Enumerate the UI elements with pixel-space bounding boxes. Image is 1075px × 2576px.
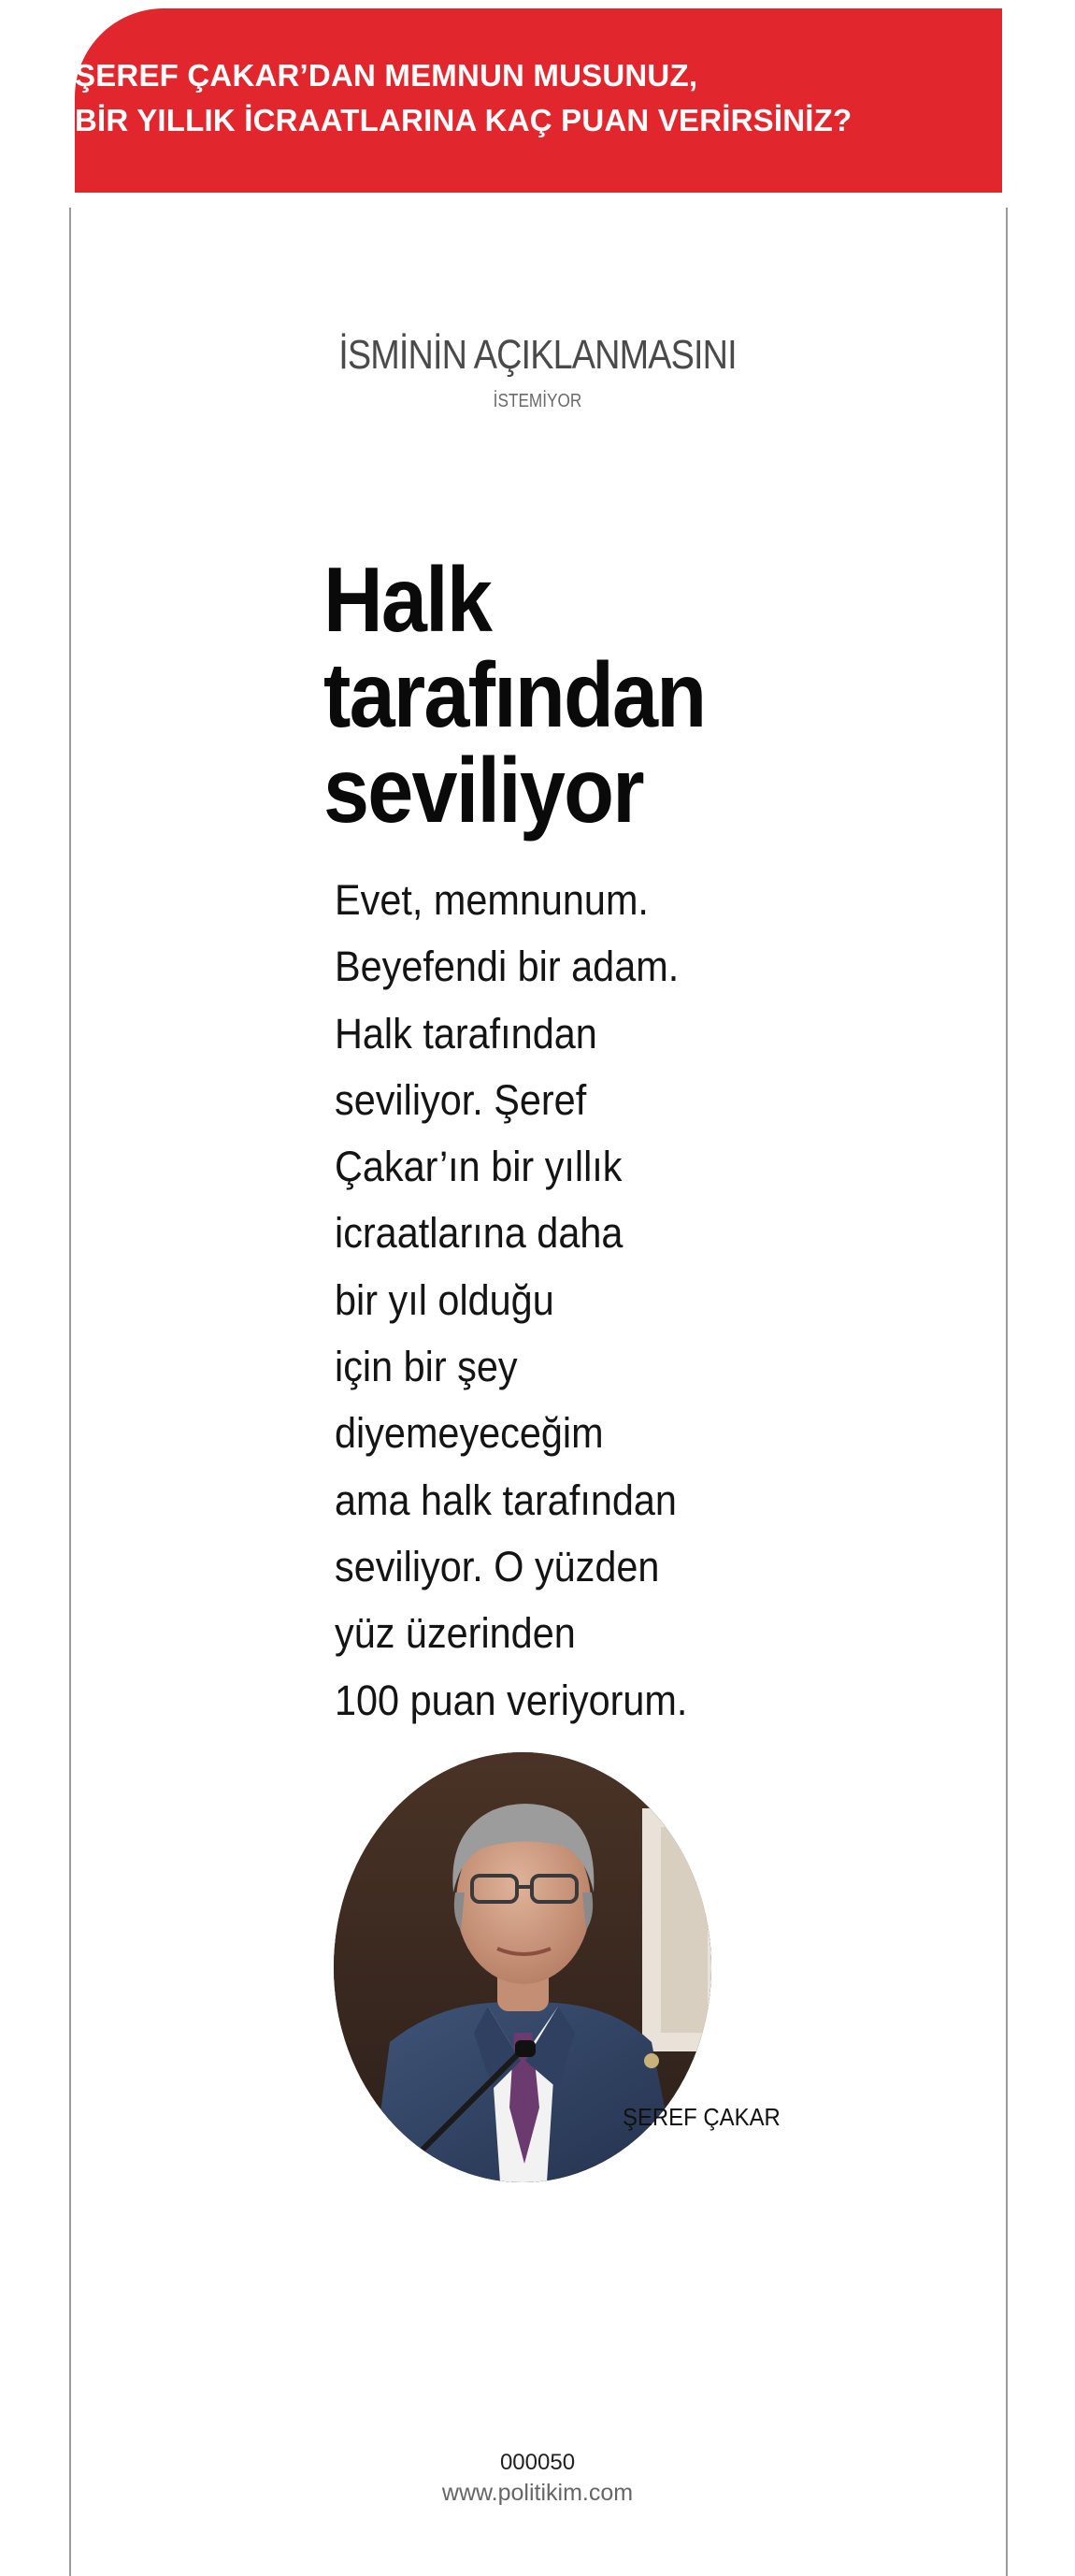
headline-line: seviliyor (323, 739, 643, 842)
answer-line: yüz üzerinden (335, 1609, 576, 1658)
respondent-name: İSMİNİN AÇIKLANMASINI (338, 332, 737, 378)
answer-line: 100 puan veriyorum. (335, 1676, 688, 1724)
answer-line: Halk tarafından (335, 1009, 597, 1058)
photo-caption: ŞEREF ÇAKAR (623, 2103, 781, 2131)
page-number: 000050 (499, 2450, 576, 2475)
headline-line: tarafından (323, 643, 706, 746)
answer-line: için bir şey (335, 1343, 518, 1391)
respondent-subtitle: İSTEMİYOR (493, 391, 582, 411)
answer-line: ama halk tarafından (335, 1475, 677, 1524)
answer-line: seviliyor. O yüzden (335, 1542, 660, 1590)
header-banner (75, 8, 1002, 193)
answer-line: Evet, memnunum. (335, 876, 649, 924)
answer-line: bir yıl olduğu (335, 1275, 554, 1324)
website-link[interactable]: www.politikim.com (441, 2480, 634, 2506)
banner-question-line-1: ŞEREF ÇAKAR’DAN MEMNUN MUSUNUZ, (75, 58, 698, 93)
page-border-right (1006, 208, 1008, 2576)
answer-line: seviliyor. Şeref (335, 1075, 587, 1124)
answer-line: diyemeyeceğim (335, 1409, 604, 1458)
banner-question-line-2: BİR YILLIK İCRAATLARINA KAÇ PUAN VERİRSİNİZ? (75, 103, 853, 137)
answer-text (335, 867, 687, 1734)
headline (323, 548, 706, 842)
answer-line: Çakar’ın bir yıllık (335, 1143, 623, 1191)
page-border-left (69, 208, 71, 2576)
answer-line: Beyefendi bir adam. (335, 943, 680, 991)
answer-line: icraatlarına daha (335, 1209, 624, 1258)
headline-line: Halk (323, 548, 492, 651)
